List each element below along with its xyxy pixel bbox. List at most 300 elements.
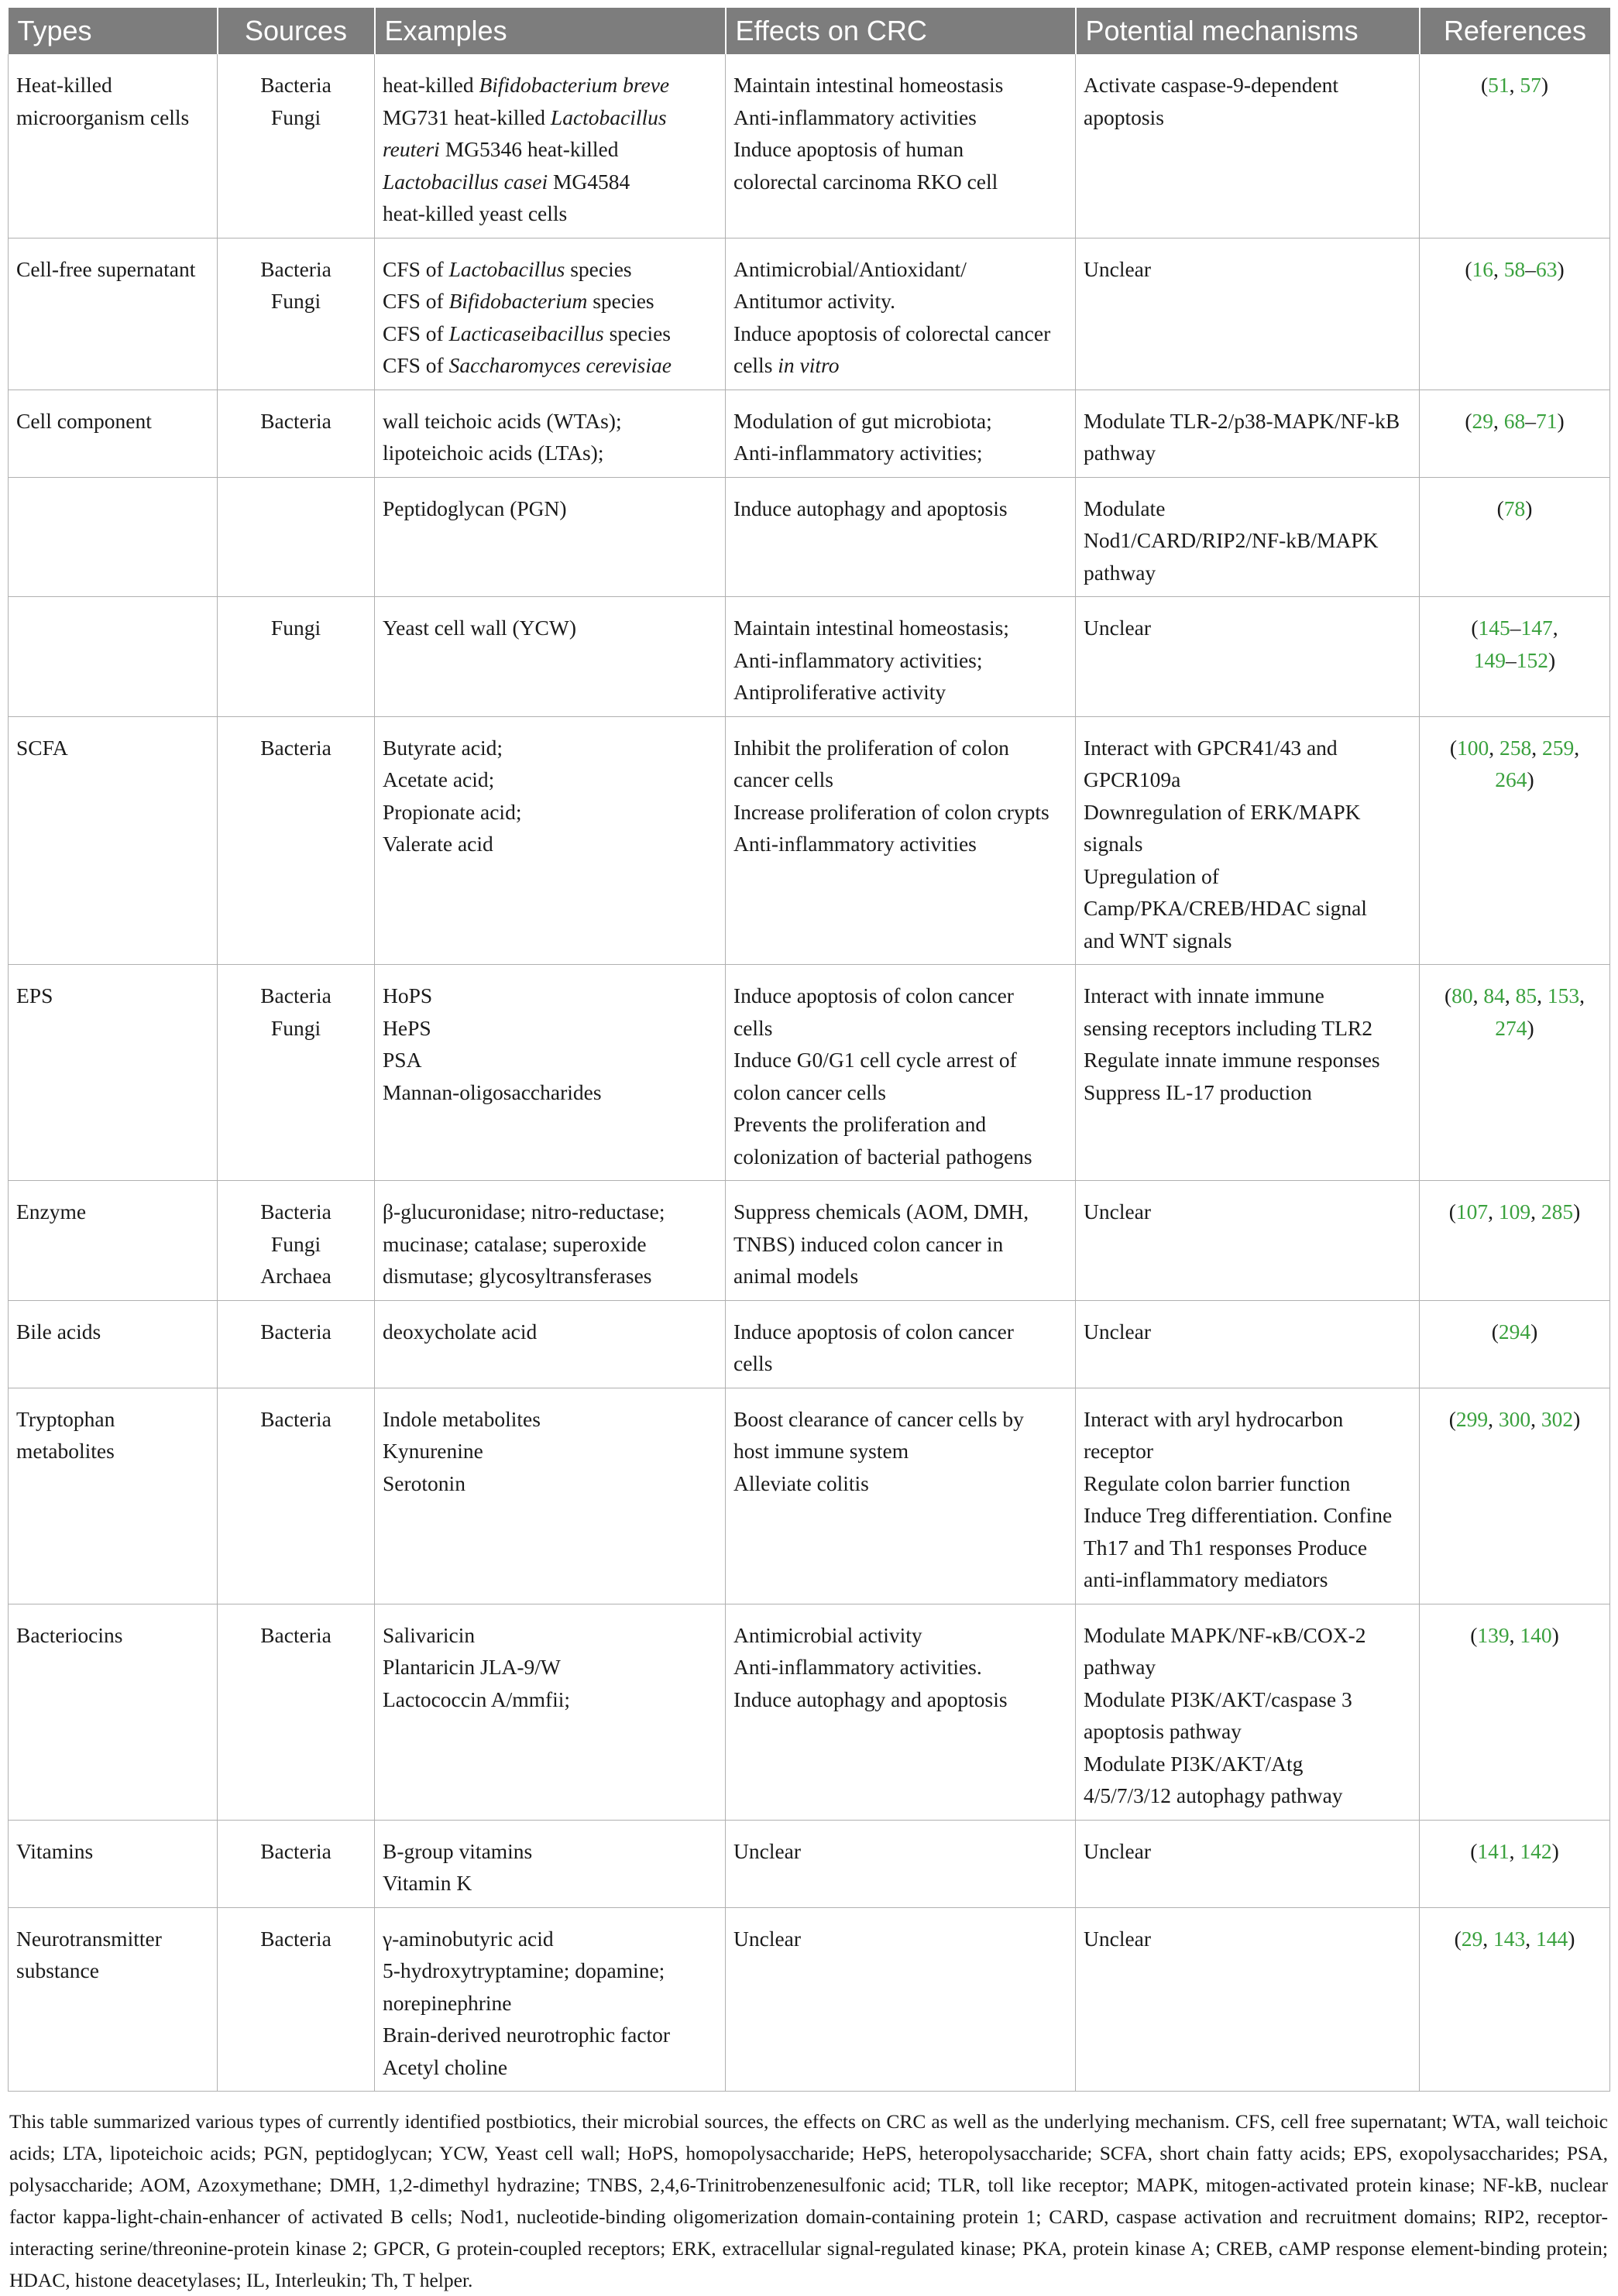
cell-text: Unclear (733, 1838, 802, 1863)
cell-line (383, 437, 717, 469)
cell-text: , (1488, 1406, 1499, 1431)
cell-text: cells (733, 1015, 773, 1040)
cell-line (1084, 980, 1411, 1012)
cell-line (733, 1651, 1067, 1683)
reference-link[interactable]: 51 (1488, 73, 1510, 97)
cell-line (733, 676, 1067, 709)
cell-line (733, 764, 1067, 796)
cell-text: Induce G0/G1 cell cycle arrest of (733, 1048, 1017, 1072)
reference-link[interactable]: 142 (1520, 1838, 1552, 1863)
cell-text: ( (1480, 73, 1489, 97)
cell-text: Butyrate acid; (383, 735, 503, 760)
cell-line: Bacteria (260, 1199, 332, 1224)
cell-line (1084, 69, 1411, 101)
reference-link[interactable]: 153 (1547, 983, 1580, 1007)
cell-text: and WNT signals (1084, 928, 1232, 952)
cell-line (1084, 925, 1411, 957)
cell-text: , (1509, 73, 1520, 97)
cell-text: Lactococcin A/mmfii; (383, 1687, 571, 1711)
cell-text: Activate caspase-9-dependent (1084, 73, 1339, 97)
cell-text: cells (733, 353, 778, 377)
sources-cell (218, 477, 375, 597)
sources-cell (218, 1388, 375, 1604)
italic-text: Lactobacillus (550, 105, 667, 129)
mechanisms-cell (1076, 1181, 1420, 1301)
cell-text: Downregulation of ERK/MAPK (1084, 799, 1361, 824)
cell-text: Mannan-oligosaccharides (383, 1079, 602, 1104)
reference-link[interactable]: 139 (1477, 1622, 1510, 1647)
cell-text: deoxycholate acid (383, 1319, 538, 1344)
cell-line (1084, 1923, 1411, 1955)
cell-text: – (1506, 647, 1517, 672)
references-cell (1420, 1907, 1610, 2092)
table-row (9, 1604, 1610, 1820)
cell-line (1084, 1779, 1411, 1812)
reference-link[interactable]: 152 (1516, 647, 1549, 672)
cell-line: Vitamins (16, 1838, 94, 1863)
cell-line (383, 1228, 717, 1261)
cell-line (1084, 1316, 1411, 1348)
cell-line (383, 133, 717, 166)
italic-text: in vitro (778, 353, 840, 377)
cell-line: Bacteria (260, 1406, 332, 1431)
cell-text: sensing receptors including TLR2 (1084, 1015, 1372, 1040)
sources-cell (218, 54, 375, 238)
reference-link[interactable]: 107 (1455, 1199, 1489, 1224)
references-cell (1420, 1181, 1610, 1301)
cell-text: γ-aminobutyric acid (383, 1926, 554, 1951)
cell-line (733, 828, 1067, 860)
cell-text: ) (1573, 1406, 1581, 1431)
cell-line (1084, 405, 1411, 438)
cell-text: Plantaricin JLA-9/W (383, 1655, 561, 1679)
cell-line: Cell-free supernatant (16, 256, 196, 281)
effects-cell (726, 238, 1076, 390)
reference-link[interactable]: 258 (1499, 735, 1532, 760)
cell-line: Bacteria (260, 1926, 332, 1951)
mechanisms-cell (1076, 965, 1420, 1181)
reference-link[interactable]: 300 (1498, 1406, 1531, 1431)
reference-link[interactable]: 274 (1495, 1015, 1527, 1040)
cell-text: Maintain intestinal homeostasis; (733, 616, 1009, 640)
type-cell (9, 965, 218, 1181)
cell-line (1084, 892, 1411, 925)
cell-line (733, 1467, 1067, 1500)
cell-line (383, 285, 717, 317)
cell-line (733, 1196, 1067, 1228)
cell-line (383, 405, 717, 438)
sources-cell (218, 1300, 375, 1388)
references-cell (1420, 597, 1610, 717)
mechanisms-cell (1076, 1300, 1420, 1388)
effects-cell (726, 965, 1076, 1181)
reference-link[interactable]: 71 (1536, 408, 1558, 433)
cell-text: – (1525, 408, 1536, 433)
sources-cell (218, 1907, 375, 2092)
type-cell (9, 390, 218, 477)
cell-text: ) (1527, 767, 1534, 791)
reference-link[interactable]: 100 (1457, 735, 1489, 760)
cell-text: PSA (383, 1048, 422, 1072)
cell-line (1084, 1044, 1411, 1076)
cell-line (1427, 1619, 1602, 1652)
cell-text: ( (1448, 1406, 1456, 1431)
reference-link[interactable]: 78 (1503, 496, 1526, 520)
cell-line (733, 1141, 1067, 1173)
cell-line (383, 764, 717, 796)
cell-line (1427, 644, 1602, 677)
mechanisms-cell (1076, 54, 1420, 238)
cell-line (383, 69, 717, 101)
reference-link[interactable]: 144 (1536, 1926, 1568, 1951)
cell-text: Increase proliferation of colon crypts (733, 799, 1049, 824)
cell-text: Regulate innate immune responses (1084, 1048, 1380, 1072)
cell-text: Yeast cell wall (YCW) (383, 616, 576, 640)
mechanisms-cell (1076, 477, 1420, 597)
cell-text: Anti-inflammatory activities; (733, 647, 983, 672)
cell-text: Unclear (1084, 1199, 1152, 1224)
references-cell (1420, 238, 1610, 390)
header-examples: Examples (375, 8, 726, 54)
cell-text: mucinase; catalase; superoxide (383, 1231, 647, 1256)
cell-line: Bacteriocins (16, 1622, 123, 1647)
cell-text: species (565, 256, 632, 281)
cell-line: Enzyme (16, 1199, 87, 1224)
examples-cell (375, 1820, 726, 1907)
reference-link[interactable]: 16 (1472, 256, 1493, 281)
cell-text: ) (1525, 496, 1533, 520)
table-footnote: This table summarized various types of currently identified postbiotics, their microbial sources, the effects on CRC as well as the underlying mechanism. CFS, cell free supernatant; WTA, wall teichoic acids; LTA, lipoteichoic acids; PGN, peptidoglycan; YCW, Yeast cell wall; HoPS, homopolysaccharide; HePS, heteropolysaccharide; SCFA, short chain fatty acids; EPS, exopolysaccharides; PSA, polysaccharide; AOM, Azoxymethane; DMH, 1,2-dimethyl hydrazine; TNBS, 2,4,6-Trinitrobenzenesulfonic acid; TLR, toll like receptor; MAPK, mitogen-activated protein kinase; NF-kB, nuclear factor kappa-light-chain-enhancer of activated B cells; Nod1, nucleotide-binding oligomerization domain-containing protein 1; CARD, caspase activation and recruitment domains; RIP2, receptor-interacting serine/threonine-protein kinase 2; GPCR, G protein-coupled receptors; ERK, extracellular signal-regulated kinase; PKA, protein kinase A; CREB, cAMP response element-binding protein; HDAC, histone deacetylases; IL, Interleukin; Th, T helper. (9, 2110, 1608, 2291)
cell-line: SCFA (16, 735, 68, 760)
table-row (9, 1300, 1610, 1388)
cell-text: CFS of (383, 321, 449, 345)
cell-line (383, 828, 717, 860)
cell-text: Indole metabolites (383, 1406, 541, 1431)
reference-link[interactable]: 140 (1520, 1622, 1552, 1647)
cell-line (1084, 1651, 1411, 1683)
sources-cell (218, 1604, 375, 1820)
cell-text: ( (1448, 1199, 1456, 1224)
cell-line (733, 1403, 1067, 1436)
cell-text: ) (1548, 647, 1556, 672)
cell-text: colorectal carcinoma RKO cell (733, 169, 998, 194)
cell-line (1427, 1012, 1602, 1045)
cell-line (733, 1228, 1067, 1261)
cell-text: ( (1465, 408, 1472, 433)
cell-line (383, 349, 717, 382)
cell-text: Nod1/CARD/RIP2/NF-kB/MAPK (1084, 528, 1379, 552)
cell-text: HePS (383, 1015, 431, 1040)
cell-line (1084, 1563, 1411, 1596)
reference-link[interactable]: 68 (1503, 408, 1526, 433)
cell-line (383, 1923, 717, 1955)
cell-line (1084, 1532, 1411, 1564)
cell-line: Cell component (16, 408, 152, 433)
cell-text: lipoteichoic acids (LTAs); (383, 441, 604, 465)
cell-line (733, 285, 1067, 317)
cell-text: ) (1541, 73, 1549, 97)
cell-line: Bile acids (16, 1319, 101, 1344)
cell-line (733, 253, 1067, 286)
reference-link[interactable]: 259 (1542, 735, 1575, 760)
cell-line (733, 1260, 1067, 1292)
reference-link[interactable]: 147 (1520, 616, 1553, 640)
cell-text: Interact with aryl hydrocarbon (1084, 1406, 1344, 1431)
cell-text: ( (1449, 735, 1458, 760)
examples-cell (375, 965, 726, 1181)
cell-line (733, 1923, 1067, 1955)
table-row (9, 54, 1610, 238)
cell-line (733, 69, 1067, 101)
cell-line (733, 980, 1067, 1012)
cell-text: , (1482, 1926, 1493, 1951)
cell-text: Acetyl choline (383, 2054, 508, 2079)
reference-link[interactable]: 109 (1498, 1199, 1531, 1224)
cell-text: GPCR109a (1084, 767, 1181, 791)
cell-line (1084, 612, 1411, 644)
header-row (9, 8, 1610, 54)
reference-link[interactable]: 145 (1478, 616, 1510, 640)
cell-text: – (1510, 616, 1521, 640)
reference-link[interactable]: 29 (1472, 408, 1493, 433)
cell-line: Bacteria (260, 73, 332, 97)
type-cell (9, 597, 218, 717)
sources-cell (218, 716, 375, 965)
cell-text: , (1525, 1926, 1536, 1951)
cell-text: species (587, 289, 654, 313)
cell-line (383, 1651, 717, 1683)
reference-link[interactable]: 141 (1477, 1838, 1510, 1863)
cell-text: Anti-inflammatory activities (733, 105, 977, 129)
type-cell (9, 716, 218, 965)
cell-text: Modulate (1084, 496, 1166, 520)
cell-text: , (1537, 983, 1548, 1007)
cell-text: cancer cells (733, 767, 834, 791)
reference-link[interactable]: 302 (1541, 1406, 1574, 1431)
header-effects: Effects on CRC (726, 8, 1076, 54)
table-row (9, 1907, 1610, 2092)
cell-text: Induce Treg differentiation. Confine (1084, 1503, 1393, 1527)
cell-text: Maintain intestinal homeostasis (733, 73, 1004, 97)
type-cell (9, 238, 218, 390)
cell-text: Valerate acid (383, 832, 493, 856)
cell-text: ) (1557, 408, 1565, 433)
cell-line: Bacteria (260, 1319, 332, 1344)
cell-text: Alleviate colitis (733, 1471, 869, 1495)
cell-line (733, 437, 1067, 469)
cell-text: Unclear (1084, 1838, 1152, 1863)
reference-link[interactable]: 143 (1493, 1926, 1526, 1951)
cell-text: Salivaricin (383, 1622, 476, 1647)
references-cell (1420, 1604, 1610, 1820)
cell-line (383, 2051, 717, 2084)
reference-link[interactable]: 80 (1451, 983, 1473, 1007)
mechanisms-cell (1076, 1907, 1420, 2092)
cell-line (383, 732, 717, 764)
table-row (9, 597, 1610, 717)
reference-link[interactable]: 84 (1483, 983, 1505, 1007)
effects-cell (726, 1907, 1076, 2092)
cell-line (733, 1835, 1067, 1868)
cell-line (383, 253, 717, 286)
cell-text: Acetate acid; (383, 767, 495, 791)
cell-text: Inhibit the proliferation of colon (733, 735, 1009, 760)
examples-cell (375, 477, 726, 597)
reference-link[interactable]: 285 (1541, 1199, 1574, 1224)
cell-line (383, 1316, 717, 1348)
cell-line (383, 1619, 717, 1652)
cell-line (733, 349, 1067, 382)
cell-line (1084, 253, 1411, 286)
cell-line (1084, 1012, 1411, 1045)
cell-text: Modulate TLR-2/p38-MAPK/NF-kB (1084, 408, 1400, 433)
cell-line (383, 1955, 717, 1987)
cell-line: Bacteria (260, 256, 332, 281)
cell-line (733, 1316, 1067, 1348)
cell-text: CFS of (383, 353, 449, 377)
cell-line (1084, 1683, 1411, 1716)
cell-line (1427, 69, 1602, 101)
cell-line (733, 1108, 1067, 1141)
cell-text: Vitamin K (383, 1871, 472, 1895)
cell-line (733, 1619, 1067, 1652)
cell-line (383, 166, 717, 198)
cell-text: Induce apoptosis of colon cancer (733, 983, 1014, 1007)
cell-text: wall teichoic acids (WTAs); (383, 408, 622, 433)
cell-text: Prevents the proliferation and (733, 1112, 987, 1136)
mechanisms-cell (1076, 1388, 1420, 1604)
cell-line: Fungi (270, 105, 321, 129)
cell-text: Modulate PI3K/AKT/caspase 3 (1084, 1687, 1352, 1711)
reference-link[interactable]: 294 (1498, 1319, 1531, 1344)
reference-link[interactable]: 57 (1520, 73, 1541, 97)
examples-cell (375, 1300, 726, 1388)
cell-line (1427, 1316, 1602, 1348)
cell-line: Tryptophan (16, 1406, 115, 1431)
cell-text: MG4584 (548, 169, 630, 194)
cell-line (383, 1076, 717, 1109)
reference-link[interactable]: 299 (1455, 1406, 1489, 1431)
cell-line (383, 1683, 717, 1716)
cell-text: Induce apoptosis of colorectal cancer (733, 321, 1051, 345)
cell-text: Anti-inflammatory activities; (733, 441, 983, 465)
cell-line: microorganism cells (16, 105, 190, 129)
cell-line (733, 1012, 1067, 1045)
cell-line (1427, 764, 1602, 796)
cell-text: Peptidoglycan (PGN) (383, 496, 567, 520)
cell-line: Bacteria (260, 735, 332, 760)
cell-text: ) (1530, 1319, 1538, 1344)
cell-line: Bacteria (260, 983, 332, 1007)
reference-link[interactable]: 58 (1503, 256, 1526, 281)
mechanisms-cell (1076, 238, 1420, 390)
cell-line (1084, 1748, 1411, 1780)
cell-text: pathway (1084, 560, 1156, 585)
header-types: Types (9, 8, 218, 54)
cell-line (383, 1987, 717, 2020)
references-cell (1420, 716, 1610, 965)
examples-cell (375, 1907, 726, 2092)
cell-line (383, 1835, 717, 1868)
effects-cell (726, 1181, 1076, 1301)
cell-line (383, 101, 717, 134)
cell-text: Modulate PI3K/AKT/Atg (1084, 1751, 1304, 1776)
effects-cell (726, 597, 1076, 717)
cell-line (1427, 1196, 1602, 1228)
mechanisms-cell (1076, 390, 1420, 477)
cell-line: Archaea (260, 1264, 332, 1288)
cell-line (383, 1403, 717, 1436)
cell-line: metabolites (16, 1439, 115, 1463)
cell-text: Regulate colon barrier function (1084, 1471, 1351, 1495)
cell-text: cells (733, 1351, 773, 1375)
examples-cell (375, 1181, 726, 1301)
cell-line (733, 405, 1067, 438)
cell-text: pathway (1084, 441, 1156, 465)
cell-text: colon cancer cells (733, 1079, 886, 1104)
cell-text: 5-hydroxytryptamine; dopamine; (383, 1958, 665, 1982)
cell-text: B-group vitamins (383, 1838, 533, 1863)
cell-line (383, 1867, 717, 1900)
cell-text: Induce apoptosis of human (733, 137, 964, 161)
cell-text: receptor (1084, 1439, 1154, 1463)
type-cell (9, 1820, 218, 1907)
cell-line (1084, 437, 1411, 469)
cell-line: Bacteria (260, 408, 332, 433)
cell-text: Suppress chemicals (AOM, DMH, (733, 1199, 1029, 1224)
cell-text: Upregulation of (1084, 863, 1219, 888)
cell-text: Unclear (733, 1926, 802, 1951)
cell-line (733, 101, 1067, 134)
cell-text: ) (1557, 256, 1565, 281)
type-cell (9, 1907, 218, 2092)
cell-line (383, 980, 717, 1012)
reference-link[interactable]: 63 (1536, 256, 1558, 281)
cell-text: Modulate MAPK/NF-κB/COX-2 (1084, 1622, 1366, 1647)
cell-line (733, 1435, 1067, 1467)
reference-link[interactable]: 264 (1495, 767, 1527, 791)
cell-line (383, 2019, 717, 2051)
cell-text: , (1488, 1199, 1499, 1224)
examples-cell (375, 1604, 726, 1820)
cell-text: Anti-inflammatory activities (733, 832, 977, 856)
mechanisms-cell (1076, 597, 1420, 717)
cell-text: Serotonin (383, 1471, 465, 1495)
cell-line (1084, 1435, 1411, 1467)
cell-text: HoPS (383, 983, 433, 1007)
cell-text: Antimicrobial activity (733, 1622, 922, 1647)
cell-line: EPS (16, 983, 53, 1007)
cell-text: Camp/PKA/CREB/HDAC signal (1084, 896, 1367, 920)
cell-line (733, 317, 1067, 350)
sources-cell (218, 1181, 375, 1301)
reference-link[interactable]: 85 (1515, 983, 1537, 1007)
cell-line: substance (16, 1958, 99, 1982)
cell-text: , (1509, 1622, 1520, 1647)
italic-text: Lactobacillus (448, 256, 565, 281)
reference-link[interactable]: 149 (1473, 647, 1506, 672)
italic-text: Bifidobacterium breve (479, 73, 670, 97)
cell-line: Bacteria (260, 1622, 332, 1647)
cell-line (1427, 612, 1602, 644)
type-cell (9, 1388, 218, 1604)
cell-text: host immune system (733, 1439, 909, 1463)
cell-line (1084, 524, 1411, 557)
table-body (9, 54, 1610, 2092)
reference-link[interactable]: 29 (1461, 1926, 1483, 1951)
references-cell (1420, 1388, 1610, 1604)
header-mechanisms: Potential mechanisms (1076, 8, 1420, 54)
